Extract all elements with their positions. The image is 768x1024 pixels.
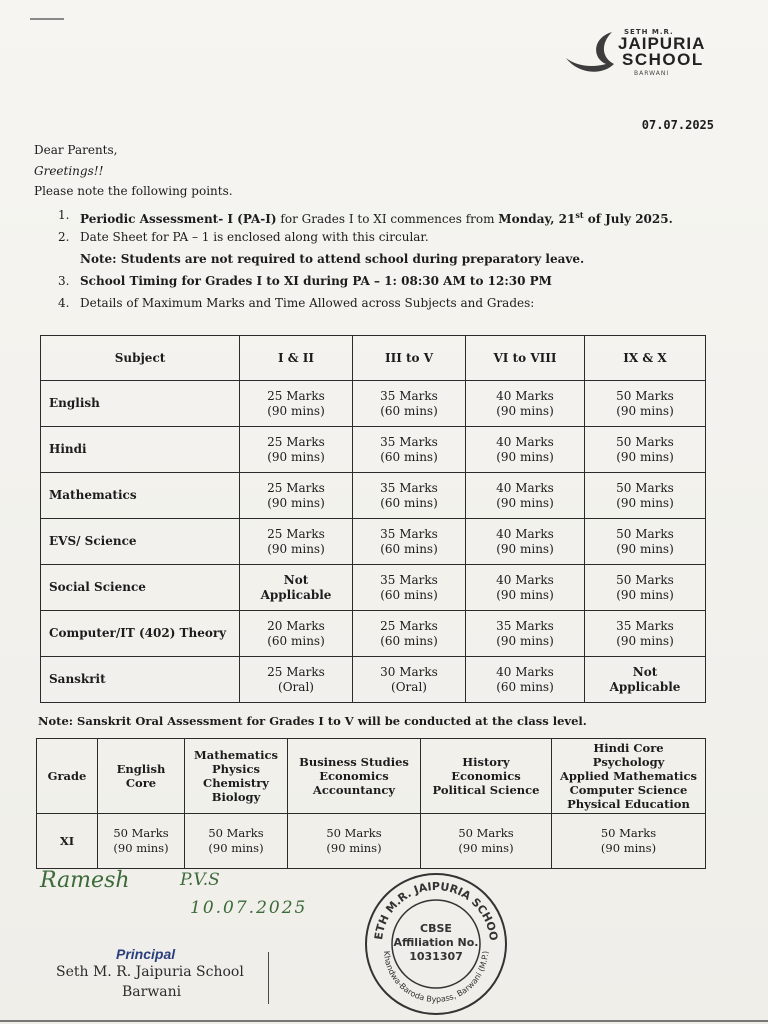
marks-cell [585,519,706,565]
cell-line: 35 Marks [380,388,438,403]
marks-cell [240,473,353,519]
marks-cell [240,657,353,703]
cell-line: 50 Marks [208,826,264,840]
grade-cell: XI [37,814,98,869]
marks-cell [421,814,552,869]
marks-cell [353,473,466,519]
cell-line: (90 mins) [267,403,325,418]
cell-line: Not [283,572,309,587]
marks-cell [585,565,706,611]
cell-line: 50 Marks [616,434,674,449]
header-line: Psychology [592,755,665,769]
point-1-bold: Periodic Assessment- I (PA-I) [80,212,277,226]
cell-line: (90 mins) [496,495,554,510]
point-3-text: School Timing for Grades I to XI during PA – 1: 08:30 AM to 12:30 PM [80,274,552,288]
principal-place: Barwani [122,984,182,1000]
cell-line: 35 Marks [380,572,438,587]
marks-cell [240,565,353,611]
logo-line2: JAIPURIA [618,34,706,53]
subject-cell: EVS/ Science [41,519,240,565]
xi-header-cell [421,739,552,814]
xi-header-cell [288,739,421,814]
marks-cell [353,381,466,427]
cell-line: 25 Marks [267,434,325,449]
cell-line: 50 Marks [616,388,674,403]
cell-line: (60 mins) [380,495,438,510]
table-body [41,381,706,703]
marks-cell [98,814,185,869]
logo-line3: SCHOOL [622,50,704,69]
cell-line: 40 Marks [496,664,554,679]
cell-line: (90 mins) [267,449,325,464]
cell-line: (90 mins) [208,841,264,855]
cell-line: 20 Marks [267,618,325,633]
point-number: 2. [58,230,70,244]
school-logo [562,28,722,78]
table-row [41,473,706,519]
sanskrit-note: Note: Sanskrit Oral Assessment for Grades I to V will be conducted at the class level. [38,714,587,728]
table-row [41,381,706,427]
cell-line: 25 Marks [267,480,325,495]
marks-cell [353,565,466,611]
point-1-month: of July 2025. [583,212,673,226]
cell-line: 25 Marks [267,388,325,403]
col-ix-x: IX & X [585,336,706,381]
cell-line: (60 mins) [380,449,438,464]
marks-cell [185,814,288,869]
cell-line: (90 mins) [616,449,674,464]
header-line: Political Science [432,783,540,797]
swoosh-icon [562,28,622,78]
divider-line [268,952,269,1004]
cell-line: Applicable [260,587,332,602]
marks-cell [585,381,706,427]
header-line: Computer Science [569,783,688,797]
cell-line: (60 mins) [380,403,438,418]
logo-line1: SETH M.R. [624,28,674,36]
marks-cell [353,427,466,473]
header-line: English [116,762,166,776]
cell-line: (90 mins) [496,541,554,556]
marks-cell [240,611,353,657]
cell-line: (90 mins) [616,633,674,648]
point-1-text: for Grades I to XI commences from [276,212,499,226]
marks-cell [552,814,706,869]
seal-line2: Affiliation No. [393,936,479,949]
salutation: Dear Parents, [34,143,118,157]
principal-title: Principal [116,946,176,962]
marks-cell [240,427,353,473]
point-4 [58,292,738,314]
header-line: Biology [211,790,261,804]
point-2-note: Note: Students are not required to attend school during preparatory leave. [80,252,585,266]
cell-line: 35 Marks [616,618,674,633]
cell-line: (90 mins) [496,633,554,648]
point-1 [58,204,738,226]
svg-text:Khandwa-Baroda Bypass, Barwani: Khandwa-Baroda Bypass, Barwani (M.P.) [381,950,491,1005]
cell-line: 35 Marks [380,480,438,495]
svg-text:SETH M.R. JAIPURIA SCHOOL: ETH M.R. JAIPURIA SCHOO [372,879,501,942]
header-line: Physics [211,762,260,776]
school-seal [362,870,510,1018]
header-line: Accountancy [312,783,396,797]
point-1-sup: st [575,210,584,220]
cell-line: (60 mins) [380,587,438,602]
cell-line: (60 mins) [380,633,438,648]
point-number: 3. [58,274,70,288]
point-1-date: Monday, 21 [498,212,576,226]
col-iii-v: III to V [353,336,466,381]
cell-line: (60 mins) [267,633,325,648]
point-4-text: Details of Maximum Marks and Time Allowed across Subjects and Grades: [80,296,535,310]
xi-header-cell [98,739,185,814]
cell-line: (60 mins) [496,679,554,694]
header-line: Applied Mathematics [559,769,698,783]
cell-line: (90 mins) [267,541,325,556]
marks-cell [353,657,466,703]
cell-line: (60 mins) [380,541,438,556]
marks-cell [353,611,466,657]
seal-line3: 1031307 [409,950,463,963]
point-2 [58,226,738,248]
cell-line: 30 Marks [380,664,438,679]
header-line: Grade [47,769,87,783]
header-line: Business Studies [299,755,409,769]
cell-line: 50 Marks [600,826,657,840]
intro-text: Please note the following points. [34,184,233,198]
marks-cell [466,657,585,703]
principal-signature [40,868,340,928]
cell-line: (90 mins) [326,841,382,855]
cell-line: (90 mins) [616,587,674,602]
marks-cell [466,565,585,611]
cell-line: (90 mins) [113,841,169,855]
cell-line: Applicable [609,679,681,694]
col-subject: Subject [41,336,240,381]
table-row [41,657,706,703]
cell-line: 40 Marks [496,480,554,495]
corner-mark [30,18,64,20]
cell-line: (90 mins) [600,841,657,855]
cell-line: 25 Marks [267,526,325,541]
seal-line1: CBSE [420,922,452,935]
marks-cell [466,611,585,657]
cell-line: 25 Marks [380,618,438,633]
header-line: Chemistry [203,776,269,790]
cell-line: (Oral) [278,679,314,694]
header-line: Mathematics [194,748,278,762]
marks-table-grade-xi [36,738,706,869]
point-3 [58,270,738,292]
marks-cell [288,814,421,869]
subject-cell: Hindi [41,427,240,473]
header-line: Hindi Core [593,741,664,755]
subject-cell: English [41,381,240,427]
point-number: 1. [58,208,70,222]
cell-line: 35 Marks [496,618,554,633]
marks-cell [466,473,585,519]
marks-cell [585,473,706,519]
cell-line: 50 Marks [616,480,674,495]
table-row [37,814,706,869]
points-list [58,204,738,314]
marks-cell [353,519,466,565]
cell-line: (90 mins) [267,495,325,510]
cell-line: (90 mins) [616,495,674,510]
table-header-row [41,336,706,381]
cell-line: 25 Marks [267,664,325,679]
cell-line: (90 mins) [616,541,674,556]
cell-line: (90 mins) [496,403,554,418]
cell-line: 40 Marks [496,526,554,541]
signature-name: Ramesh [40,868,130,893]
xi-header-cell [185,739,288,814]
cell-line: 35 Marks [380,434,438,449]
cell-line: (90 mins) [496,449,554,464]
cell-line: 35 Marks [380,526,438,541]
subject-cell: Social Science [41,565,240,611]
marks-cell [240,381,353,427]
circular-date: 07.07.2025 [641,118,714,132]
subject-cell: Computer/IT (402) Theory [41,611,240,657]
cell-line: (90 mins) [496,587,554,602]
header-line: Core [125,776,157,790]
table-row [41,427,706,473]
table-header-row [37,739,706,814]
cell-line: (90 mins) [616,403,674,418]
header-line: History [462,755,510,769]
cell-line: (Oral) [391,679,427,694]
cell-line: 50 Marks [458,826,514,840]
point-2-text: Date Sheet for PA – 1 is enclosed along with this circular. [80,230,429,244]
marks-cell [240,519,353,565]
xi-header-cell [552,739,706,814]
header-line: Economics [451,769,521,783]
greeting: Greetings!! [34,164,104,178]
cell-line: Not [632,664,658,679]
marks-cell [466,381,585,427]
marks-cell [585,427,706,473]
xi-header-cell [37,739,98,814]
marks-table-grades-i-to-x [40,335,706,703]
table-row [41,519,706,565]
signature-initials: P.V.S [180,870,220,890]
principal-school: Seth M. R. Jaipuria School [56,964,244,980]
point-number: 4. [58,296,70,310]
cell-line: 50 Marks [113,826,169,840]
marks-cell [585,657,706,703]
marks-cell [466,519,585,565]
col-vi-viii: VI to VIII [466,336,585,381]
header-line: Physical Education [567,797,690,811]
col-i-ii: I & II [240,336,353,381]
signature-date: 10.07.2025 [190,898,308,918]
cell-line: 40 Marks [496,434,554,449]
cell-line: (90 mins) [458,841,514,855]
table-row [41,565,706,611]
marks-cell [585,611,706,657]
cell-line: 50 Marks [616,572,674,587]
subject-cell: Mathematics [41,473,240,519]
cell-line: 50 Marks [616,526,674,541]
cell-line: 50 Marks [326,826,382,840]
table-row [41,611,706,657]
cell-line: 40 Marks [496,388,554,403]
header-line: Economics [319,769,389,783]
cell-line: 40 Marks [496,572,554,587]
logo-line4: BARWANI [634,70,670,77]
subject-cell: Sanskrit [41,657,240,703]
marks-cell [466,427,585,473]
bottom-edge [0,1020,768,1022]
